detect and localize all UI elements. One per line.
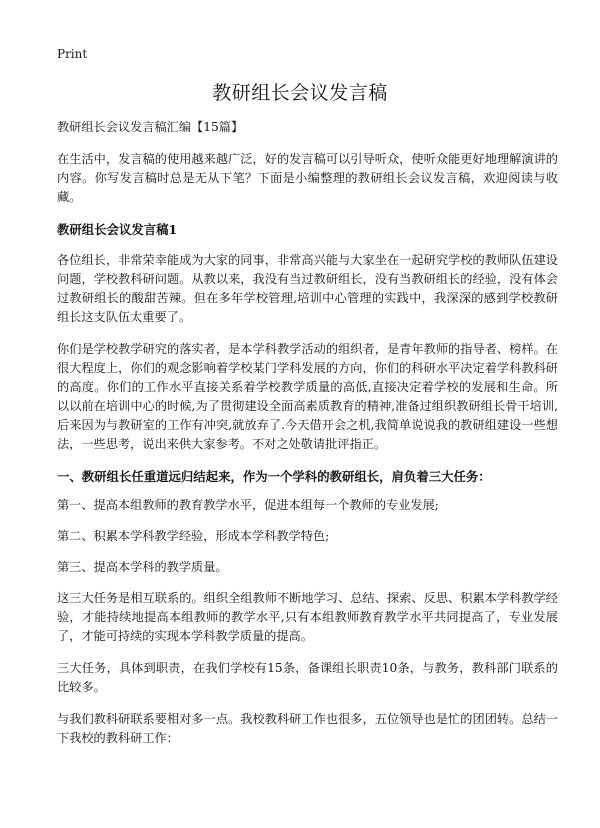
task-1: 第一、提高本组教师的教育教学水平，促进本组每一个教师的专业发展; xyxy=(57,498,439,512)
print-link[interactable]: Print xyxy=(57,47,88,61)
paragraph-5: 与我们教科研联系要相对多一点。我校教科研工作也很多，五位领导也是忙的团团转。总结一下我校的教科研工作： xyxy=(57,712,558,745)
paragraph-1: 各位组长，非常荣幸能成为大家的同事，非常高兴能与大家坐在一起研究学校的教师队伍建设问题，学校教科研问题。从教以来，我没有当过教研组长，没有当教研组长的经验，没有体会过教研组长的酸甜苦辣。但在多年学校管理,培训中心管理的实践中，我深深的感到学校教研组长这支队伍太重要了。 xyxy=(57,253,558,324)
task-3: 第三、提高本学科的教学质量。 xyxy=(57,560,228,574)
heading-tasks: 一、教研组长任重道远归结起来，作为一个学科的教研组长，肩负着三大任务： xyxy=(57,469,491,484)
intro-paragraph: 在生活中，发言稿的使用越来越广泛，好的发言稿可以引导听众，使听众能更好地理解演讲的内容。你写发言稿时总是无从下笔？下面是小编整理的教研组长会议发言稿，欢迎阅读与收藏。 xyxy=(57,152,558,204)
article-body xyxy=(57,118,558,761)
article-subtitle: 教研组长会议发言稿汇编【15篇】 xyxy=(57,120,244,134)
page-title: 教研组长会议发言稿 xyxy=(212,82,388,104)
paragraph-2: 你们是学校教学研究的落实者，是本学科教学活动的组织者，是青年教师的指导者、榜样。在很大程度上，你们的观念影响着学校某门学科发展的方向，你们的科研水平决定着学科教科研的高度。你们的工作水平直接关系着学校教学质量的高低,直接决定着学校的发展和生命。所以以前在培训中心的时候,为了贯彻建设全面高素质教育的精神,准备过组织教研组长骨干培训,后来因为与教研室的工作有冲突,就放弃了.今天借开会之机,我简单说说我的教研组建设一些想法，一些思考，说出来供大家参考。不对之处敬请批评指正。 xyxy=(57,342,558,451)
section-title: 教研组长会议发言稿1 xyxy=(57,222,178,237)
paragraph-3: 这三大任务是相互联系的。组织全组教师不断地学习、总结、探索、反思、积累本学科教学经验，才能持续地提高本组教师的教学水平,只有本组教师教育教学水平共同提高了，专业发展了，才能可持续的实现本学科教学质量的提高。 xyxy=(57,591,558,643)
paragraph-4: 三大任务，具体到职责，在我们学校有15条，备课组长职责10条，与教务，教科部门联系的比较多。 xyxy=(57,661,558,694)
task-2: 第二、积累本学科教学经验，形成本学科教学特色; xyxy=(57,529,330,543)
